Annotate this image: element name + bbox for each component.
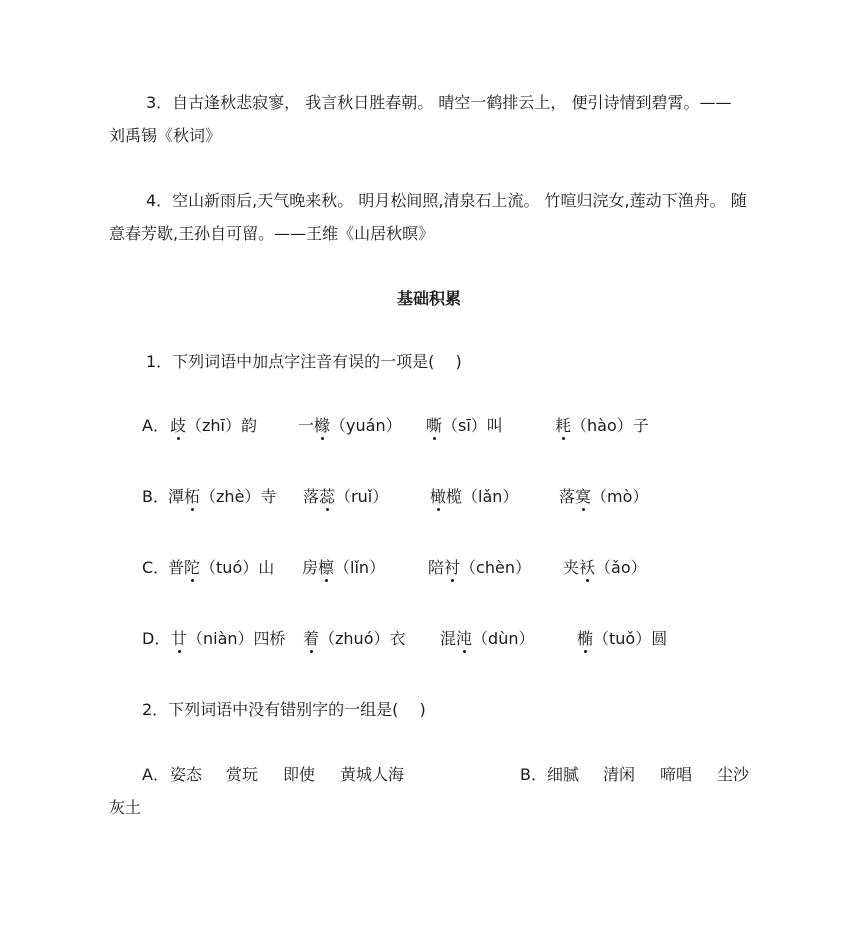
option-label: B． — [142, 487, 169, 506]
dotted-char: 蕊 — [319, 487, 336, 506]
option-word: 尘沙 — [717, 765, 750, 784]
option-item: 歧（zhī）韵 — [170, 416, 258, 435]
dotted-char: 衬 — [444, 558, 461, 577]
dotted-char: 橼 — [314, 416, 331, 435]
dotted-char: 耗 — [555, 416, 572, 435]
dotted-char: 着 — [303, 629, 320, 648]
option-item: 一橼（yuán） — [298, 416, 402, 435]
poem-4-line-2: 意春芳歇,王孙自可留。——王维《山居秋暝》 — [109, 224, 435, 243]
dotted-char: 陀 — [184, 558, 201, 577]
option-item: 混沌（dùn） — [440, 629, 535, 648]
dotted-char: 廿 — [171, 629, 188, 648]
option-item: 橄榄（lǎn） — [430, 487, 519, 506]
option-item: 陪衬（chèn） — [428, 558, 531, 577]
dotted-char: 橄 — [430, 487, 447, 506]
option-item: 着（zhuó）衣 — [303, 629, 406, 648]
option-item: 夹袄（ǎo） — [563, 558, 647, 577]
option-word: 黄城人海 — [340, 765, 405, 784]
option-word: 即使 — [283, 765, 316, 784]
dotted-char: 椭 — [577, 629, 594, 648]
dotted-char: 歧 — [170, 416, 187, 435]
option-item: 落蕊（ruǐ） — [303, 487, 389, 506]
option-word: 啼唱 — [660, 765, 693, 784]
dotted-char: 寞 — [575, 487, 592, 506]
option-word: 细腻 — [547, 765, 580, 784]
option-item: 椭（tuǒ）圆 — [577, 629, 668, 648]
option-word: 赏玩 — [226, 765, 259, 784]
option-word-wrap: 灰土 — [109, 798, 142, 817]
option-item: 潭柘（zhè）寺 — [168, 487, 277, 506]
option-item: 房檩（lǐn） — [302, 558, 386, 577]
option-item: 嘶（sī）叫 — [426, 416, 503, 435]
option-item: 普陀（tuó）山 — [168, 558, 275, 577]
option-label: D． — [142, 629, 171, 648]
dotted-char: 沌 — [456, 629, 473, 648]
option-item: 廿（niàn）四桥 — [171, 629, 286, 648]
dotted-char: 柘 — [184, 487, 201, 506]
question-2-stem: 2．下列词语中没有错别字的一组是( ) — [142, 700, 426, 719]
option-label: A． — [142, 416, 169, 435]
section-title: 基础积累 — [397, 289, 462, 308]
poem-4-line-1: 4．空山新雨后,天气晚来秋。 明月松间照,清泉石上流。 竹喧归浣女,莲动下渔舟。 随 — [146, 191, 747, 210]
poem-3-line-2: 刘禹锡《秋词》 — [109, 126, 222, 145]
poem-3-line-1: 3．自古逢秋悲寂寥， 我言秋日胜春朝。 晴空一鹤排云上， 便引诗情到碧霄。—— — [146, 93, 732, 112]
option-label: A． — [142, 765, 169, 784]
dotted-char: 檩 — [318, 558, 335, 577]
option-item: 落寞（mò） — [559, 487, 649, 506]
option-word: 清闲 — [603, 765, 636, 784]
question-1-stem: 1．下列词语中加点字注音有误的一项是( ) — [146, 352, 462, 371]
dotted-char: 嘶 — [426, 416, 443, 435]
dotted-char: 袄 — [579, 558, 596, 577]
option-label: B． — [520, 765, 547, 784]
option-label: C． — [142, 558, 170, 577]
option-word: 姿态 — [170, 765, 203, 784]
option-item: 耗（hào）子 — [555, 416, 649, 435]
